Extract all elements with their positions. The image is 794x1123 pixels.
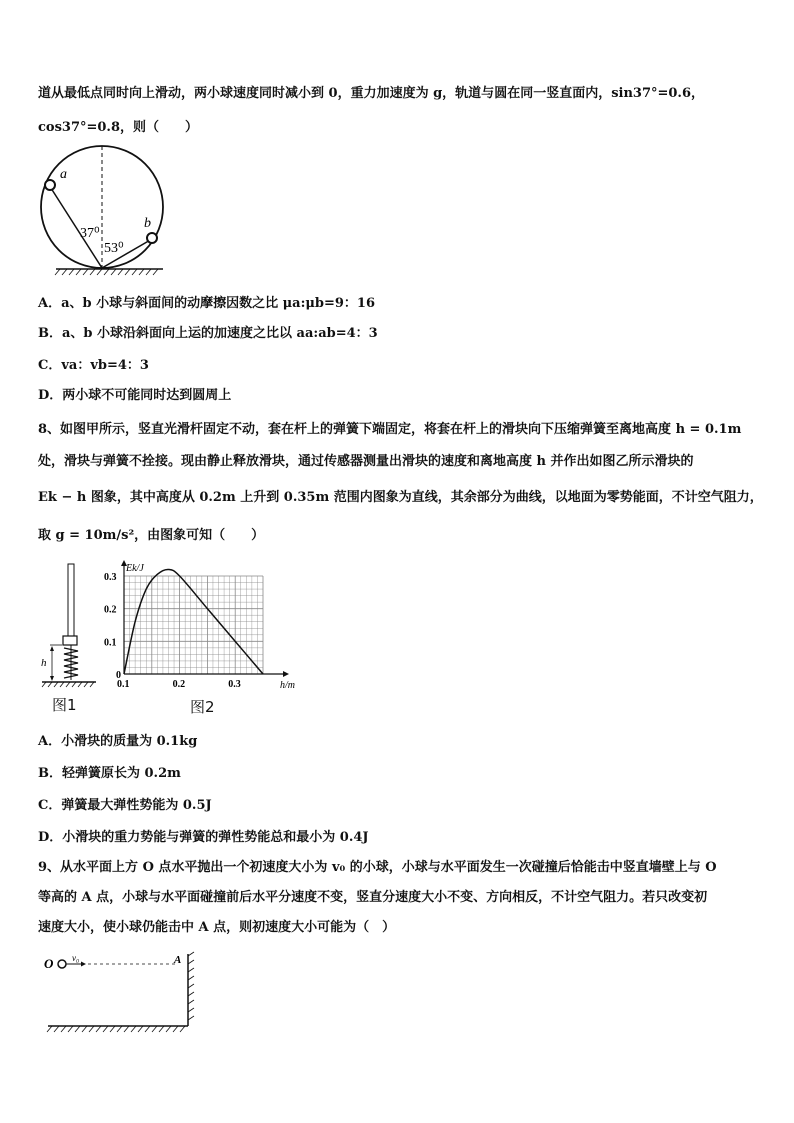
- q8-option-b: B．轻弹簧原长为 0.2m: [38, 766, 181, 781]
- circle-track: [41, 146, 163, 268]
- q8-option-a: A．小滑块的质量为 0.1kg: [38, 734, 198, 749]
- ball-a: [45, 180, 55, 190]
- x-tick-label: 0.3: [228, 679, 241, 690]
- q9-text-line3: 速度大小，使小球仍能击中 A 点，则初速度大小可能为（ ）: [38, 920, 396, 935]
- q7-option-c: C．va：vb=4：3: [38, 358, 149, 373]
- x-axis-arrow: [283, 671, 289, 677]
- y-axis-label: Ek/J: [126, 563, 144, 574]
- ek-h-chart: [100, 558, 305, 692]
- q9-text-line2: 等高的 A 点，小球与水平面碰撞前后水平分速度不变，竖直分速度大小不变、方向相反，不计空气阻力。若只改变初: [38, 890, 708, 905]
- q8-option-d: D．小滑块的重力势能与弹簧的弹性势能总和最小为 0.4J: [38, 830, 369, 845]
- fig1-caption: 图1: [52, 696, 77, 714]
- q8-fig1-spring-rod: [38, 560, 100, 688]
- x-axis-label: h/m: [280, 680, 295, 691]
- label-v0: v₀: [72, 953, 80, 963]
- y-tick-label: 0.2: [104, 604, 117, 616]
- ball-o: [58, 960, 66, 968]
- slider-block: [63, 636, 77, 645]
- q9-text-line1: 9、从水平面上方 O 点水平抛出一个初速度大小为 v₀ 的小球，小球与水平面发生一次碰撞后恰能击中竖直墙壁上与 O: [38, 860, 717, 875]
- q8-text-line3: Ek − h 图象，其中高度从 0.2m 上升到 0.35m 范围内图象为直线，其余部分为曲线，以地面为零势能面，不计空气阻力，: [38, 490, 763, 505]
- q8-text-line1: 8、如图甲所示，竖直光滑杆固定不动，套在杆上的弹簧下端固定，将套在杆上的滑块向下压缩弹簧至离地高度 h = 0.1m: [38, 422, 742, 437]
- ball-b: [147, 233, 157, 243]
- q7-option-d: D．两小球不可能同时达到圆周上: [38, 388, 232, 403]
- q8-text-line2: 处，滑块与弹簧不拴接。现由静止释放滑块，通过传感器测量出滑块的速度和离地高度 h 并作出如图乙所示滑块的: [38, 454, 694, 469]
- q7-option-a: A．a、b 小球与斜面间的动摩擦因数之比 μa:μb=9：16: [38, 296, 376, 311]
- fig2-caption: 图2: [190, 698, 215, 716]
- wall-hatching: [188, 952, 194, 1020]
- q8-text-line4: 取 g = 10m/s²，由图象可知（ ）: [38, 528, 265, 543]
- h-arrow-down: [50, 676, 54, 681]
- q7-text-line1: 道从最低点同时向上滑动，两小球速度同时减小到 0，重力加速度为 g，轨道与圆在同一竖直面内，sin37°=0.6，: [38, 86, 704, 101]
- angle-53: 53⁰: [104, 241, 124, 256]
- q7-circle-figure: [38, 136, 178, 281]
- v0-arrowhead: [81, 962, 86, 967]
- q8-option-c: C．弹簧最大弹性势能为 0.5J: [38, 798, 212, 813]
- x-tick-label: 0.2: [172, 679, 186, 690]
- q9-projectile-figure: [40, 948, 210, 1038]
- q7-option-b: B．a、b 小球沿斜面向上运的加速度之比以 aa:ab=4：3: [38, 326, 378, 341]
- y-tick-label: 0.3: [104, 572, 117, 583]
- h-arrow-up: [50, 646, 54, 651]
- y-tick-label: 0.1: [104, 637, 117, 649]
- q7-text-line2: cos37°=0.8，则（ ）: [38, 120, 199, 135]
- ground-hatching: [47, 1026, 185, 1032]
- rod: [68, 564, 74, 636]
- label-a: a: [60, 167, 67, 182]
- label-o: O: [44, 956, 54, 971]
- label-a: A: [174, 954, 182, 966]
- x-tick-label: 0.1: [117, 679, 130, 690]
- label-b: b: [144, 216, 151, 231]
- h-label: h: [41, 657, 47, 669]
- y-tick-label: 0: [116, 670, 121, 681]
- ground-hatching: [55, 269, 158, 275]
- angle-37: 37⁰: [80, 226, 100, 241]
